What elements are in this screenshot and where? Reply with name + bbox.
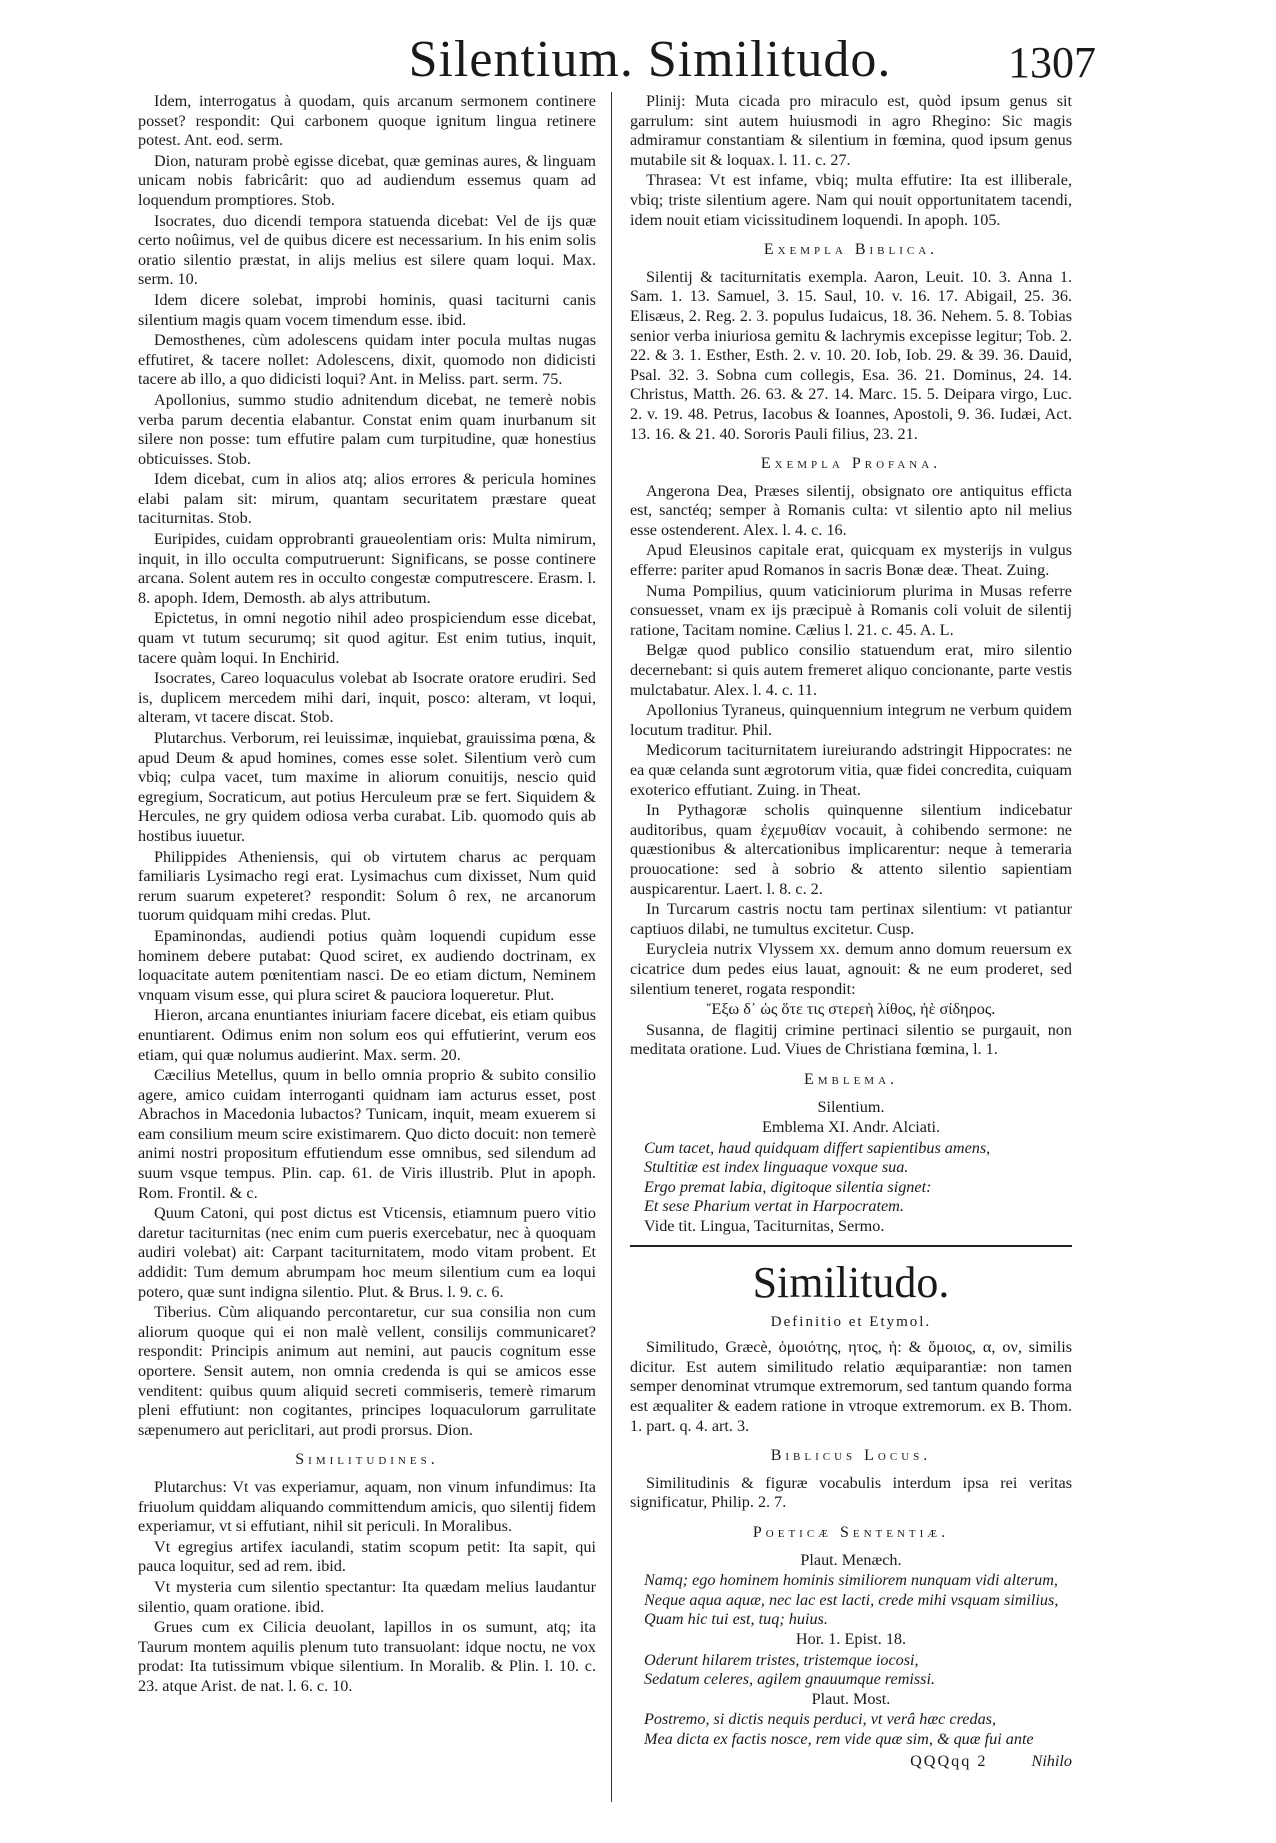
poetic-source: Plaut. Menæch. [800,1550,902,1569]
catchword [630,1752,1072,1772]
poetic-verse: Mea dicta ex factis nosce, rem vide quæ sim, & quæ fui ante [644,1729,1034,1748]
emblem-subtitle: Emblema XI. Andr. Alciati. [761,1118,941,1137]
section-heading-emblema: Emblema. [803,1070,899,1088]
paragraph: Apollonius Tyraneus, quinquennium integrum ne verbum quidem locutum traditur. Phil. [630,701,1072,739]
poetic-source: Hor. 1. Epist. 18. [795,1629,907,1648]
running-title: Silentium. Similitudo. [408,31,892,88]
paragraph: Epictetus, in omni negotio nihil adeo prospiciendum esse dicebat, quam vt tutum securumq; sit quod agitur. Est enim tutius, inquit, tacere quàm loqui. In Enchirid. [138,609,596,667]
paragraph: Apollonius, summo studio adnitendum dicebat, ne temerè nobis verba parum decentia elabantur. Constat enim quam inurbanum sit silere non posse: tum effutire palam cum turpitudine, quæ honestius obticuisses. Stob. [138,390,596,468]
poetic-verse: Namq; ego hominem hominis similiorem nunquam vidi alterum, [644,1571,1058,1590]
poetic-verse: Quam hic tui est, tuq; huius. [644,1610,828,1629]
section-heading-profana: Exempla Profana. [760,455,942,473]
poetic-verse: Postremo, si dictis nequis perduci, vt verâ hæc credas, [644,1710,997,1729]
paragraph: Idem dicere solebat, improbi hominis, quasi taciturni canis silentium magis quam vocem timendum esse. ibid. [138,290,596,329]
paragraph: Hieron, arcana enuntiantes iniuriam facere dicebat, eis etiam quibus enuntiarent. Odimus enim non solum eos qui effutierint, verum eos etiam, qui quæ nolumus audierint. Max. serm. 20. [138,1006,596,1064]
section-divider [630,1245,1072,1247]
paragraph: Isocrates, Careo loquaculus volebat ab Isocrate oratore erudiri. Sed is, duplicem mercedem mihi dari, inquit, posco: alteram, vt loqui, alteram, vt tacere discat. Stob. [138,669,596,727]
paragraph: Plutarchus: Vt vas experiamur, aquam, non vinum infundimus: Ita friuolum quiddam aliquando committendum amicis, quo silentij fidem experiamur, vt si effutiant, nihil sit periculi. In Moralibus. [138,1477,596,1536]
paragraph: Medicorum taciturnitatem iureiurando adstringit Hippocrates: ne ea quæ celanda sunt ægrotorum vitia, quæ fidei concredita, cuiquam exoterico effutiant. Zuing. in Theat. [630,741,1072,799]
section-title: Similitudo. [752,1257,950,1307]
poetic-verse: Oderunt hilarem tristes, tristemque iocosi, [644,1650,919,1669]
paragraph: Susanna, de flagitij crimine pertinaci silentio se purgauit, non meditata oratione. Lud. Viues de Christiana fœmina, l. 1. [630,1020,1072,1059]
paragraph: Plinij: Muta cicada pro miraculo est, quòd ipsum genus sit garrulum: sint autem huiusmodi in agro Rhegino: Sic magis admiramur constantiam & silentium in fœmina, quod ipsum genus mutabile sit & loquax. l. 11. c. 27. [630,92,1072,169]
paragraph: Philippides Atheniensis, qui ob virtutem charus ac perquam familiaris Lysimacho regi erat. Lysimachus cum dixisset, Num quid rerum suarum expeteret? respondit: Solum ô rex, ne arcanorum tuorum quidquam mihi credas. Plut. [138,847,596,925]
paragraph: Plutarchus. Verborum, rei leuissimæ, inquiebat, grauissima pœna, & apud Deum & apud homines, comes esse solet. Silentium verò cum vbiq; culpa vacet, tum maxime in aliorum conuitijs, nescio quid egregium, Socraticum, aut potius Herculeum præ se fert. Siquidem & Hercules, ne gry quidem odiosa verba curabat. Lib. quomodo quis ab hostibus iuuetur. [138,729,596,845]
paragraph: Quum Catoni, qui post dictus est Vticensis, etiamnum puero vitio daretur taciturnitas (nec enim cum pueris exercebatur, nec à quoquam audiri volebat) ait: Carpant taciturnitatem, modo vitam probent. Et addidit: Tum demum abrumpam hoc meum silentium cum ea loqui potero, quæ sunt indigna silentio. Plut. & Brus. l. 9. c. 6. [138,1204,596,1301]
page-number: 1307 [1008,38,1096,87]
paragraph: Idem, interrogatus à quodam, quis arcanum sermonem continere posset? respondit: Qui carbonem quoque ignitum lingua retinere potest. Ant. eod. serm. [138,92,596,150]
section-heading-poeticae: Poeticæ Sententiæ. [752,1524,950,1541]
paragraph: Apud Eleusinos capitale erat, quicquam ex mysterijs in vulgus efferre: pariter apud Romanos in sacris Bonæ deæ. Theat. Zuing. [630,541,1072,580]
emblem-verse: Ergo premat labia, digitoque silentia signet: [644,1177,932,1196]
emblem-title: Silentium. [817,1097,885,1116]
paragraph: Epaminondas, audiendi potius quàm loquendi cupidum esse hominem debere putabat: Quod sciret, ex audiendo doctrinam, ex loquacitate autem pœnitentiam nasci. De eo etiam dictum, Neminem vnquam visum esse, qui plura sciret & pauciora loqueretur. Plut. [138,926,596,1004]
paragraph: In Turcarum castris noctu tam pertinax silentium: vt patiantur captiuos dilabi, ne tumultus excitetur. Cusp. [630,900,1072,938]
poetic-source: Plaut. Most. [811,1689,891,1708]
paragraph: Demosthenes, cùm adolescens quidam inter pocula multas nugas effutiret, & tacere nollet: Adolescens, dixit, quomodo non didicisti tacere ab illo, a quo didicisti loqui? Ant. in Meliss. part. serm. 75. [138,331,596,389]
section-heading-biblica: Exempla Biblica. [763,241,939,259]
paragraph: Euripides, cuidam opprobranti graueolentiam oris: Multa nimirum, inquit, in illo occulta computruerunt: Significans, se posse continere arcana. Solent autem res in occulto congestæ computrescere. Erasm. l. 8. apoph. Idem, Demosth. ab alys attributum. [138,530,596,607]
paragraph: Similitudinis & figuræ vocabulis interdum ipsa rei veritas significatur, Philip. 2. 7. [630,1473,1072,1512]
paragraph: Eurycleia nutrix Vlyssem xx. demum anno domum reuersum ex cicatrice dum pedes eius lauat, agnouit: & ne eum proderet, sed silentium teneret, rogata respondit: [630,940,1072,998]
emblem-verse: Stultitiæ est index linguaque voxque sua. [644,1158,909,1177]
paragraph: Thrasea: Vt est infame, vbiq; multa effutire: Ita est illiberale, vbiq; triste silentium agere. Nam qui nouit opportunitatem tacendi, idem nouit etiam vicissitudinem loquendi. In apoph. 105. [630,171,1072,229]
catchword-text: Nihilo [1031,1751,1072,1770]
signature-mark: QQQqq 2 [910,1751,988,1770]
left-column [138,92,596,1698]
cross-reference: Vide tit. Lingua, Taciturnitas, Sermo. [644,1217,885,1236]
section-heading-biblicus: Biblicus Locus. [770,1447,932,1465]
paragraph: In Pythagoræ scholis quinquenne silentium indicebatur auditoribus, quam ἐχεμυθίαν vocauit, à cohibendo sermone: ne quæstionibus & altercationibus implicarentur: neque à temeraria prouocatione: sed à sobrio & attento silentio sapientiam auspicarentur. Laert. l. 8. c. 2. [630,801,1072,898]
paragraph: Tiberius. Cùm aliquando percontaretur, cur sua consilia non cum aliorum quoque qui ei non malè vellent, consilijs communicaret? respondit: Principis animum aut nemini, aut paucis cognitum esse oportere. Sensit autem, non omnia credenda is qui se amicos esse venditent: quibus quum aliquid secreti commiseris, temerè rimarum pleni effutiunt: non cogitantes, principes loquaculorum garrulitate sæpenumero aut periclitari, aut prodi prorsus. Dion. [138,1303,596,1439]
paragraph: Belgæ quod publico consilio statuendum erat, miro silentio decernebant: si quis autem fremeret aliquo concionante, parte vestis mulctabatur. Alex. l. 4. c. 11. [630,641,1072,699]
right-column [630,92,1072,1772]
paragraph: Similitudo, Græcè, ὁμοιότης, ητος, ἡ: & ὅμοιος, α, ον, similis dicitur. Est autem similitudo relatio æquiparantiæ: non tamen semper denominat vtrumque extremorum, sed tantum quando forma est æqualiter & eadem ratione in vtroque extremorum. ex B. Thom. 1. part. q. 4. art. 3. [630,1338,1072,1435]
poetic-verse: Sedatum celeres, agilem gnauumque remissi. [644,1670,936,1689]
poetic-verse: Neque aqua aquæ, nec lac est lacti, crede mihi vsquam similius, [644,1590,1059,1609]
emblem-verse: Cum tacet, haud quidquam differt sapientibus amens, [644,1138,991,1157]
paragraph: Idem dicebat, cum in alios atq; alios errores & pericula homines elabi palam sit: mirum, quantam securitatem præstare queat taciturnitas. Stob. [138,470,596,528]
paragraph: Vt mysteria cum silentio spectantur: Ita quædam melius laudantur silentio, quam oratione. ibid. [138,1577,596,1616]
paragraph: Isocrates, duo dicendi tempora statuenda dicebat: Vel de ijs quæ certo noûimus, vel de quibus dicere est necessarium. In his enim solis oratio silentio præstat, in alijs melius est silere quam loqui. Max. serm. 10. [138,211,596,289]
paragraph: Numa Pompilius, quum vaticiniorum plurima in Musas referre consuesset, vnam ex ijs præcipuè à Romanis coli voluit de silentij ratione, Tacitam nomine. Cælius l. 21. c. 45. A. L. [630,581,1072,639]
paragraph: Silentij & taciturnitatis exempla. Aaron, Leuit. 10. 3. Anna 1. Sam. 1. 13. Samuel, 3. 15. Saul, 10. v. 16. 17. Abigail, 25. 36. Elisæus, 2. Reg. 2. 3. populus Iudaicus, 18. 36. Nehem. 5. 8. Tobias senior verba iniuriosa gemitu & lachrymis excepisse legitur; Tob. 2. 22. & 3. 1. Esther, Esth. 2. v. 10. 20. Iob, Iob. 29. & 39. 36. Dauid, Psal. 32. 3. Sobna cum collegis, Esa. 36. 21. Dominus, 24. 14. Christus, Matth. 26. 63. & 27. 14. Marc. 15. 5. Deipara virgo, Luc. 2. v. 19. 48. Petrus, Iacobus & Ioannes, Apostoli, 9. 36. Iudæi, Act. 13. 16. & 21. 40. Sororis Pauli filius, 23. 21. [630,267,1072,443]
paragraph: Vt egregius artifex iaculandi, statim scopum petit: Ita sapit, qui pauca loquitur, sed ad rem. ibid. [138,1537,596,1576]
emblem-verse: Et sese Pharium vertat in Harpocratem. [644,1197,904,1216]
greek-quotation: Ἕξω δ᾽ ὡς ὅτε τις στερεὴ λίθος, ἠὲ σίδηρος. [706,1000,996,1019]
paragraph: Angerona Dea, Præses silentij, obsignato ore antiquitus efficta est, sanctéq; semper à Romanis culta: vt silentio apto nil melius esse ostenderent. Alex. l. 4. c. 16. [630,481,1072,539]
section-heading-similitudines: Similitudines. [295,1451,439,1469]
paragraph: Cæcilius Metellus, quum in bello omnia proprio & subito consilio agere, amico cuidam interroganti quidnam iam acturus esset, post Abrachos in Macedonia lubactos? Tunicam, inquit, meam exuerem si eam consilium meum scire existimarem. Quo dicto docuit: non temerè animi nostri propositum effutiendum esse omnibus, sed silendum ad suum vsque tempus. Plin. cap. 61. de Viris illustrib. Plut in apoph. Rom. Frontil. & c. [138,1066,596,1202]
paragraph: Grues cum ex Cilicia deuolant, lapillos in os sumunt, atq; ita Taurum montem aquilis plenum tuto transuolant: idque noctu, ne vox prodat: Ita tutissimum vbique silentium. In Moralib. & Plin. l. 10. c. 23. atque Arist. de nat. l. 6. c. 10. [138,1618,596,1695]
section-heading-definitio: Definitio et Etymol. [770,1313,932,1330]
column-divider [611,92,612,1802]
paragraph: Dion, naturam probè egisse dicebat, quæ geminas aures, & linguam unicam nobis fabricârit: quo ad audiendum essemus quam ad loquendum promptiores. Stob. [138,151,596,209]
